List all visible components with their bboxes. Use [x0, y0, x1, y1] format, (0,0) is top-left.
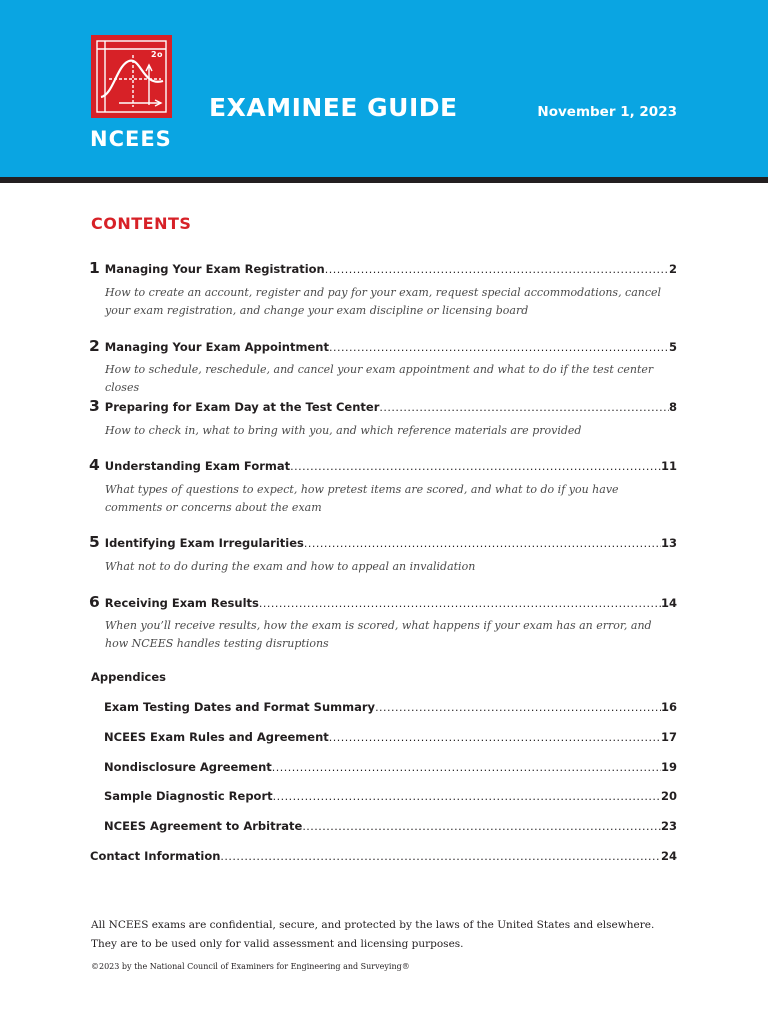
toc-leader-dots — [325, 263, 669, 276]
toc-page-number: 13 — [660, 536, 677, 550]
appendix-entry[interactable] — [104, 730, 677, 748]
copyright-notice: ©2023 by the National Council of Examiners for Engineering and Surveying® — [91, 962, 410, 971]
toc-entry-4[interactable] — [89, 456, 677, 474]
toc-leader-dots — [304, 537, 661, 550]
toc-leader-dots — [220, 850, 661, 863]
appendix-entry[interactable] — [104, 700, 677, 718]
appendix-entry[interactable] — [104, 760, 677, 778]
toc-page-number: 24 — [660, 849, 677, 863]
toc-label: Identifying Exam Irregularities — [104, 536, 304, 550]
header-divider — [0, 177, 768, 183]
svg-text:o: o — [157, 50, 163, 59]
toc-description: How to schedule, reschedule, and cancel your exam appointment and what to do if the test center closes — [105, 363, 654, 394]
ncees-logo-icon — [91, 35, 172, 118]
toc-page-number: 16 — [660, 700, 677, 714]
toc-page-number: 14 — [660, 596, 677, 610]
toc-description: How to check in, what to bring with you, and which reference materials are provided — [105, 424, 582, 437]
toc-page-number: 2 — [668, 262, 677, 276]
toc-leader-dots — [290, 460, 661, 473]
toc-description: When you’ll receive results, how the exam is scored, what happens if your exam has an error, and how NCEES handles testing disruptions — [105, 619, 652, 650]
toc-leader-dots — [273, 790, 661, 803]
toc-label: Exam Testing Dates and Format Summary — [104, 700, 376, 714]
toc-leader-dots — [259, 597, 661, 610]
toc-label: Managing Your Exam Appointment — [104, 340, 329, 354]
toc-leader-dots — [302, 820, 661, 833]
appendix-entry[interactable] — [104, 789, 677, 807]
toc-entry-contact[interactable] — [90, 849, 677, 867]
toc-label: NCEES Exam Rules and Agreement — [104, 730, 329, 744]
appendix-entry[interactable] — [104, 819, 677, 837]
toc-leader-dots — [329, 341, 669, 354]
toc-leader-dots — [375, 701, 661, 714]
toc-page-number: 23 — [660, 819, 677, 833]
contents-heading: CONTENTS — [91, 214, 192, 233]
toc-entry-2[interactable] — [89, 337, 677, 355]
toc-label: Understanding Exam Format — [104, 459, 291, 473]
toc-page-number: 19 — [660, 760, 677, 774]
ncees-logo-text: NCEES — [90, 127, 172, 151]
toc-entry-6[interactable] — [89, 593, 677, 611]
toc-label: Sample Diagnostic Report — [104, 789, 273, 803]
toc-label: Receiving Exam Results — [104, 596, 259, 610]
toc-label: Preparing for Exam Day at the Test Center — [104, 400, 380, 414]
page-title: EXAMINEE GUIDE — [209, 93, 458, 122]
toc-label: NCEES Agreement to Arbitrate — [104, 819, 303, 833]
toc-description: What not to do during the exam and how to appeal an invalidation — [105, 560, 476, 573]
toc-page-number: 5 — [668, 340, 677, 354]
toc-label: Managing Your Exam Registration — [104, 262, 325, 276]
toc-page-number: 17 — [660, 730, 677, 744]
toc-description: How to create an account, register and pay for your exam, request special accommodations, cancel your exam registration, and change your exam discipline or licensing board — [105, 286, 662, 317]
toc-entry-5[interactable] — [89, 533, 677, 551]
toc-page-number: 8 — [668, 400, 677, 414]
toc-number: 5 — [89, 533, 100, 551]
toc-label: Nondisclosure Agreement — [104, 760, 272, 774]
toc-page-number: 11 — [660, 459, 677, 473]
toc-number: 4 — [89, 456, 100, 474]
toc-leader-dots — [379, 401, 669, 414]
toc-entry-1[interactable] — [89, 259, 677, 277]
confidentiality-notice: All NCEES exams are confidential, secure, and protected by the laws of the United States and elsewhere. They are to be used only for valid assessment and licensing purposes. — [91, 919, 655, 950]
toc-entry-3[interactable] — [89, 397, 677, 415]
toc-number: 1 — [89, 259, 100, 277]
appendices-heading: Appendices — [91, 670, 166, 684]
toc-number: 2 — [89, 337, 100, 355]
toc-number: 6 — [89, 593, 100, 611]
toc-leader-dots — [272, 761, 661, 774]
publication-date: November 1, 2023 — [537, 104, 677, 120]
toc-leader-dots — [329, 731, 661, 744]
toc-page-number: 20 — [660, 789, 677, 803]
toc-number: 3 — [89, 397, 100, 415]
toc-label: Contact Information — [90, 849, 221, 863]
toc-description: What types of questions to expect, how pretest items are scored, and what to do if you have comments or concerns about the exam — [105, 483, 619, 514]
svg-text:2: 2 — [151, 50, 157, 59]
